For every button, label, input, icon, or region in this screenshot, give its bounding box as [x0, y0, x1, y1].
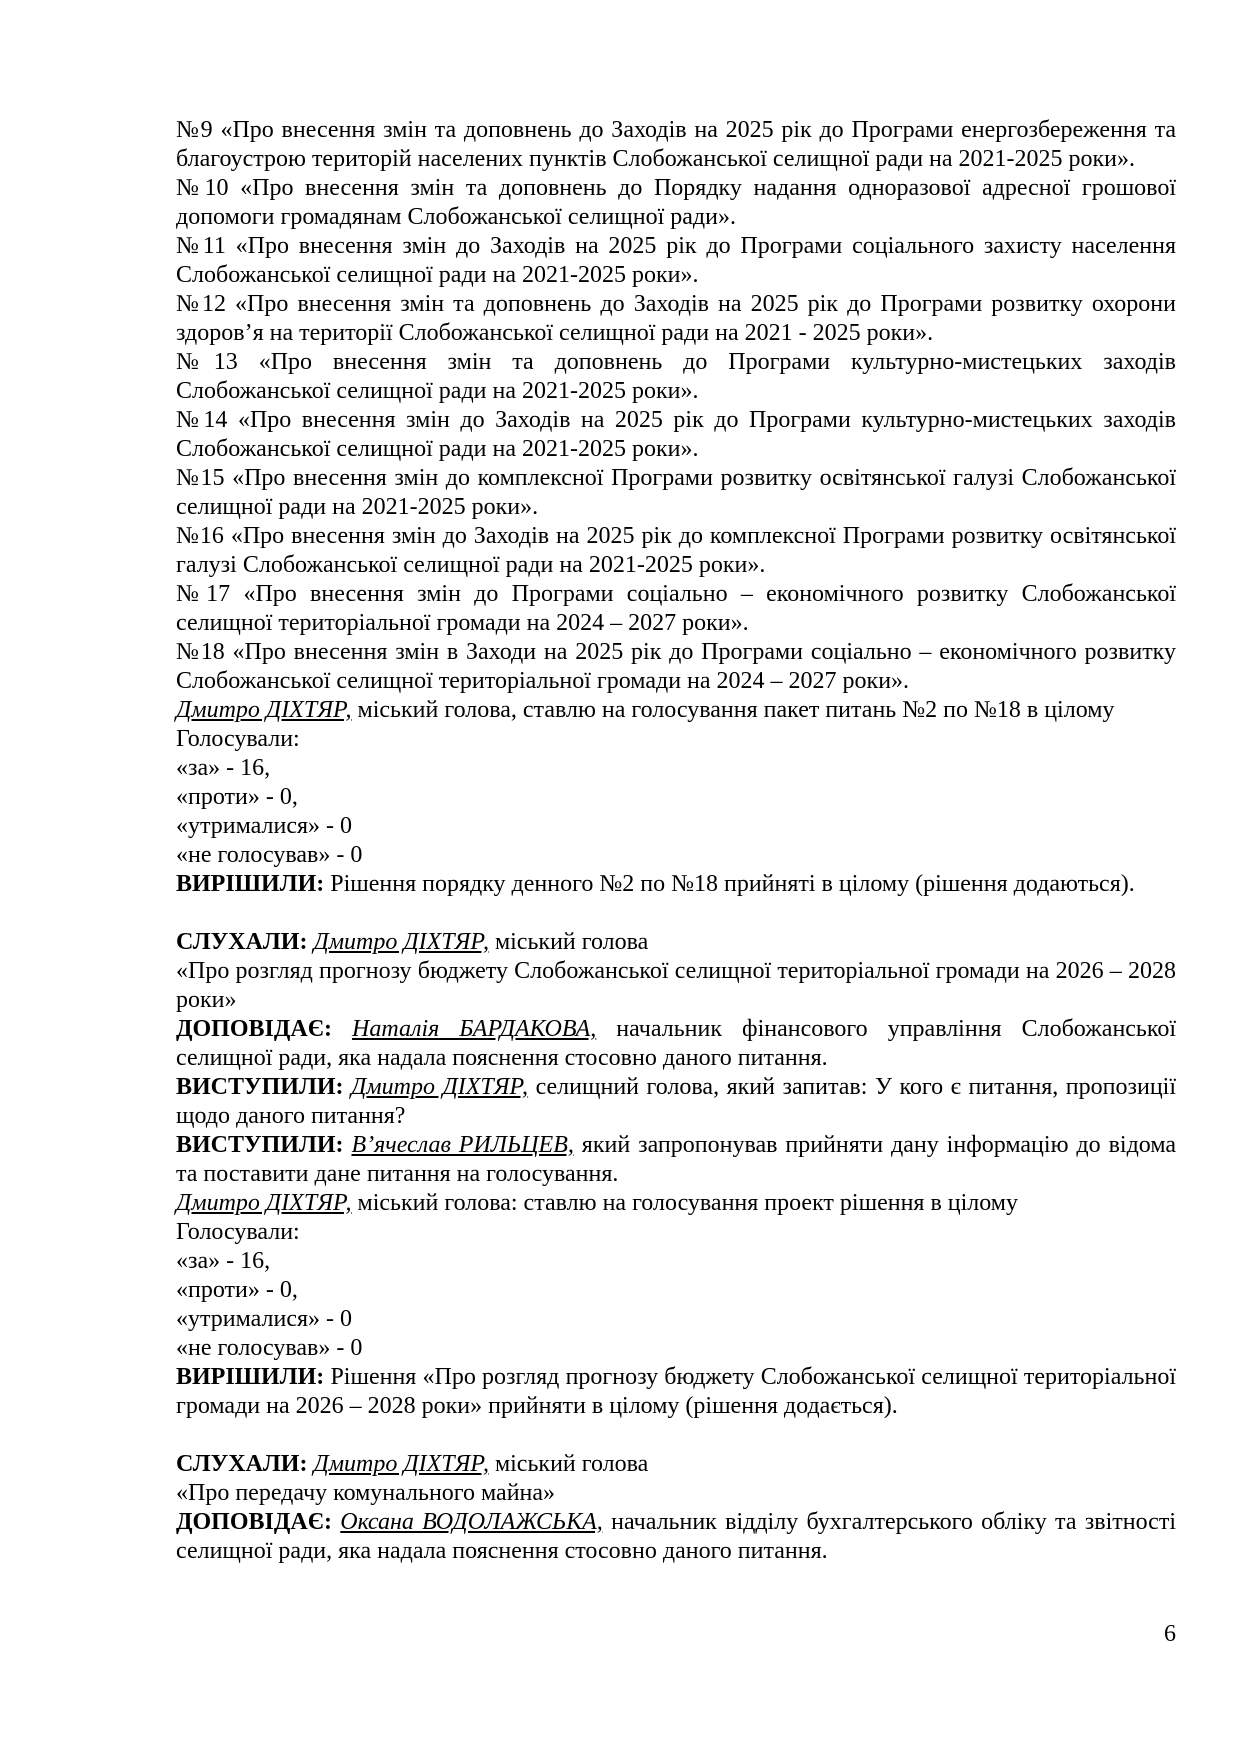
- speaker-name: Дмитро ДІХТЯР,: [313, 1451, 489, 1477]
- resolution-text: «Про внесення змін до комплексної Програми розвитку освітянської галузі Слобожанської селищної ради на 2021-2025 роки».: [176, 465, 1176, 520]
- heard-label: СЛУХАЛИ:: [176, 1451, 308, 1477]
- resolution-item: [176, 638, 1176, 696]
- resolution-item: [176, 348, 1176, 406]
- decision-text: Рішення порядку денного №2 по №18 прийняті в цілому (рішення додаються).: [324, 871, 1135, 897]
- resolution-item: [176, 522, 1176, 580]
- decision: [176, 1363, 1176, 1421]
- budget-agenda-item: [176, 928, 1176, 1421]
- resolution-text: «Про внесення змін та доповнень до Порядку надання одноразової адресної грошової допомоги громадянам Слобожанської селищної ради».: [176, 175, 1177, 230]
- speaker-name: Дмитро ДІХТЯР,: [176, 697, 352, 723]
- resolution-text: «Про внесення змін та доповнень до Програми культурно-мистецьких заходів Слобожанської селищної ради на 2021-2025 роки».: [176, 349, 1177, 404]
- resolution-item: [176, 406, 1176, 464]
- resolution-number: №10: [176, 175, 229, 201]
- resolution-text: «Про внесення змін до Заходів на 2025 рік до комплексної Програми розвитку освітянської галузі Слобожанської селищної ради на 2021-2025 роки».: [176, 523, 1177, 578]
- heard-label: СЛУХАЛИ:: [176, 929, 308, 955]
- speech-line: [176, 1131, 1176, 1189]
- heard-line: [176, 1450, 1176, 1479]
- voted-label: Голосували:: [176, 726, 300, 752]
- reporter-text: начальник фінансового управління Слобожанської селищної ради, яка надала пояснення стосовно даного питання.: [176, 1016, 1176, 1071]
- page-content: [176, 116, 1176, 1566]
- resolution-number: №17: [176, 581, 231, 607]
- speech-text: який запропонував прийняти дану інформацію до відома та поставити дане питання на голосування.: [176, 1132, 1176, 1187]
- resolution-text: «Про внесення змін до Програми соціально – економічного розвитку Слобожанської селищної територіальної громади на 2024 – 2027 роки».: [176, 581, 1176, 636]
- package-vote-section: [176, 696, 1176, 899]
- reporter-text: начальник відділу бухгалтерського обліку та звітності селищної ради, яка надала пояснення стосовно даного питання.: [176, 1509, 1176, 1564]
- vote-call: [176, 696, 1176, 725]
- speaker-role: міський голова: [488, 929, 649, 955]
- vote-call-text: міський голова, ставлю на голосування пакет питань №2 по №18 в цілому: [351, 697, 1115, 723]
- page-number: 6: [1164, 1621, 1176, 1647]
- resolution-number: №9: [176, 117, 213, 143]
- vote-abstained: «утрималися» - 0: [176, 813, 353, 839]
- section-gap: [176, 1421, 1176, 1450]
- reporter-line: [176, 1015, 1176, 1073]
- resolution-number: №16: [176, 523, 224, 549]
- resolution-text: «Про внесення змін в Заходи на 2025 рік до Програми соціально – економічного розвитку Слобожанської селищної територіальної громади на 2024 – 2027 роки».: [176, 639, 1176, 694]
- resolutions-list: [176, 116, 1176, 696]
- speaker-name: Дмитро ДІХТЯР,: [176, 1190, 352, 1216]
- vote-not-voted: «не голосував» - 0: [176, 1335, 363, 1361]
- resolution-item: [176, 464, 1176, 522]
- speaker-role: міський голова: [488, 1451, 649, 1477]
- speech-label: ВИСТУПИЛИ:: [176, 1074, 344, 1100]
- property-agenda-item: [176, 1450, 1176, 1566]
- resolution-number: №18: [176, 639, 225, 665]
- decision-label: ВИРІШИЛИ:: [176, 871, 325, 897]
- resolution-item: [176, 232, 1176, 290]
- voted-label: Голосували:: [176, 1219, 300, 1245]
- resolution-text: «Про внесення змін до Заходів на 2025 рік до Програми культурно-мистецьких заходів Слобожанської селищної ради на 2021-2025 роки».: [176, 407, 1177, 462]
- resolution-text: «Про внесення змін до Заходів на 2025 рік до Програми соціального захисту населення Слобожанської селищної ради на 2021-2025 роки».: [176, 233, 1176, 288]
- reporter-label: ДОПОВІДАЄ:: [176, 1509, 332, 1535]
- vote-abstained: «утрималися» - 0: [176, 1306, 353, 1332]
- vote-against: «проти» - 0,: [176, 784, 298, 810]
- resolution-number: №15: [176, 465, 225, 491]
- vote-not-voted: «не голосував» - 0: [176, 842, 363, 868]
- speech-text: селищний голова, який запитав: У кого є питання, пропозиції щодо даного питання?: [176, 1074, 1176, 1129]
- vote-against: «проти» - 0,: [176, 1277, 298, 1303]
- resolution-item: [176, 290, 1176, 348]
- heard-line: [176, 928, 1176, 957]
- reporter-label: ДОПОВІДАЄ:: [176, 1016, 332, 1042]
- resolution-text: «Про внесення змін та доповнень до Заходів на 2025 рік до Програми розвитку охорони здоров’я на території Слобожанської селищної ради на 2021 - 2025 роки».: [176, 291, 1176, 346]
- resolution-item: [176, 174, 1176, 232]
- reporter-line: [176, 1508, 1176, 1566]
- resolution-number: №14: [176, 407, 228, 433]
- speech-name: Дмитро ДІХТЯР,: [351, 1074, 529, 1100]
- resolution-number: №13: [176, 349, 238, 375]
- reporter-name: Наталія БАРДАКОВА,: [352, 1016, 597, 1042]
- decision-label: ВИРІШИЛИ:: [176, 1364, 325, 1390]
- decision: [176, 870, 1176, 899]
- resolution-item: [176, 580, 1176, 638]
- reporter-name: Оксана ВОДОЛАЖСЬКА,: [340, 1509, 603, 1535]
- speaker-name: Дмитро ДІХТЯР,: [313, 929, 489, 955]
- item-title: «Про передачу комунального майна»: [176, 1480, 556, 1506]
- speech-line: [176, 1073, 1176, 1131]
- decision-text: Рішення «Про розгляд прогнозу бюджету Слобожанської селищної територіальної громади на 2026 – 2028 роки» прийняти в цілому (рішення додається).: [176, 1364, 1176, 1419]
- item-title: «Про розгляд прогнозу бюджету Слобожанської селищної територіальної громади на 2026 – 2028 роки»: [176, 958, 1176, 1013]
- resolution-number: №11: [176, 233, 226, 259]
- resolution-item: [176, 116, 1176, 174]
- vote-for: «за» - 16,: [176, 755, 271, 781]
- vote-for: «за» - 16,: [176, 1248, 271, 1274]
- resolution-text: «Про внесення змін та доповнень до Заходів на 2025 рік до Програми енергозбереження та благоустрою територій населених пунктів Слобожанської селищної ради на 2021-2025 роки».: [176, 117, 1176, 172]
- resolution-number: №12: [176, 291, 226, 317]
- section-gap: [176, 899, 1176, 928]
- speech-name: В’ячеслав РИЛЬЦЕВ,: [351, 1132, 574, 1158]
- speech-label: ВИСТУПИЛИ:: [176, 1132, 344, 1158]
- vote-call: [176, 1189, 1176, 1218]
- vote-call-text: міський голова: ставлю на голосування проект рішення в цілому: [351, 1190, 1018, 1216]
